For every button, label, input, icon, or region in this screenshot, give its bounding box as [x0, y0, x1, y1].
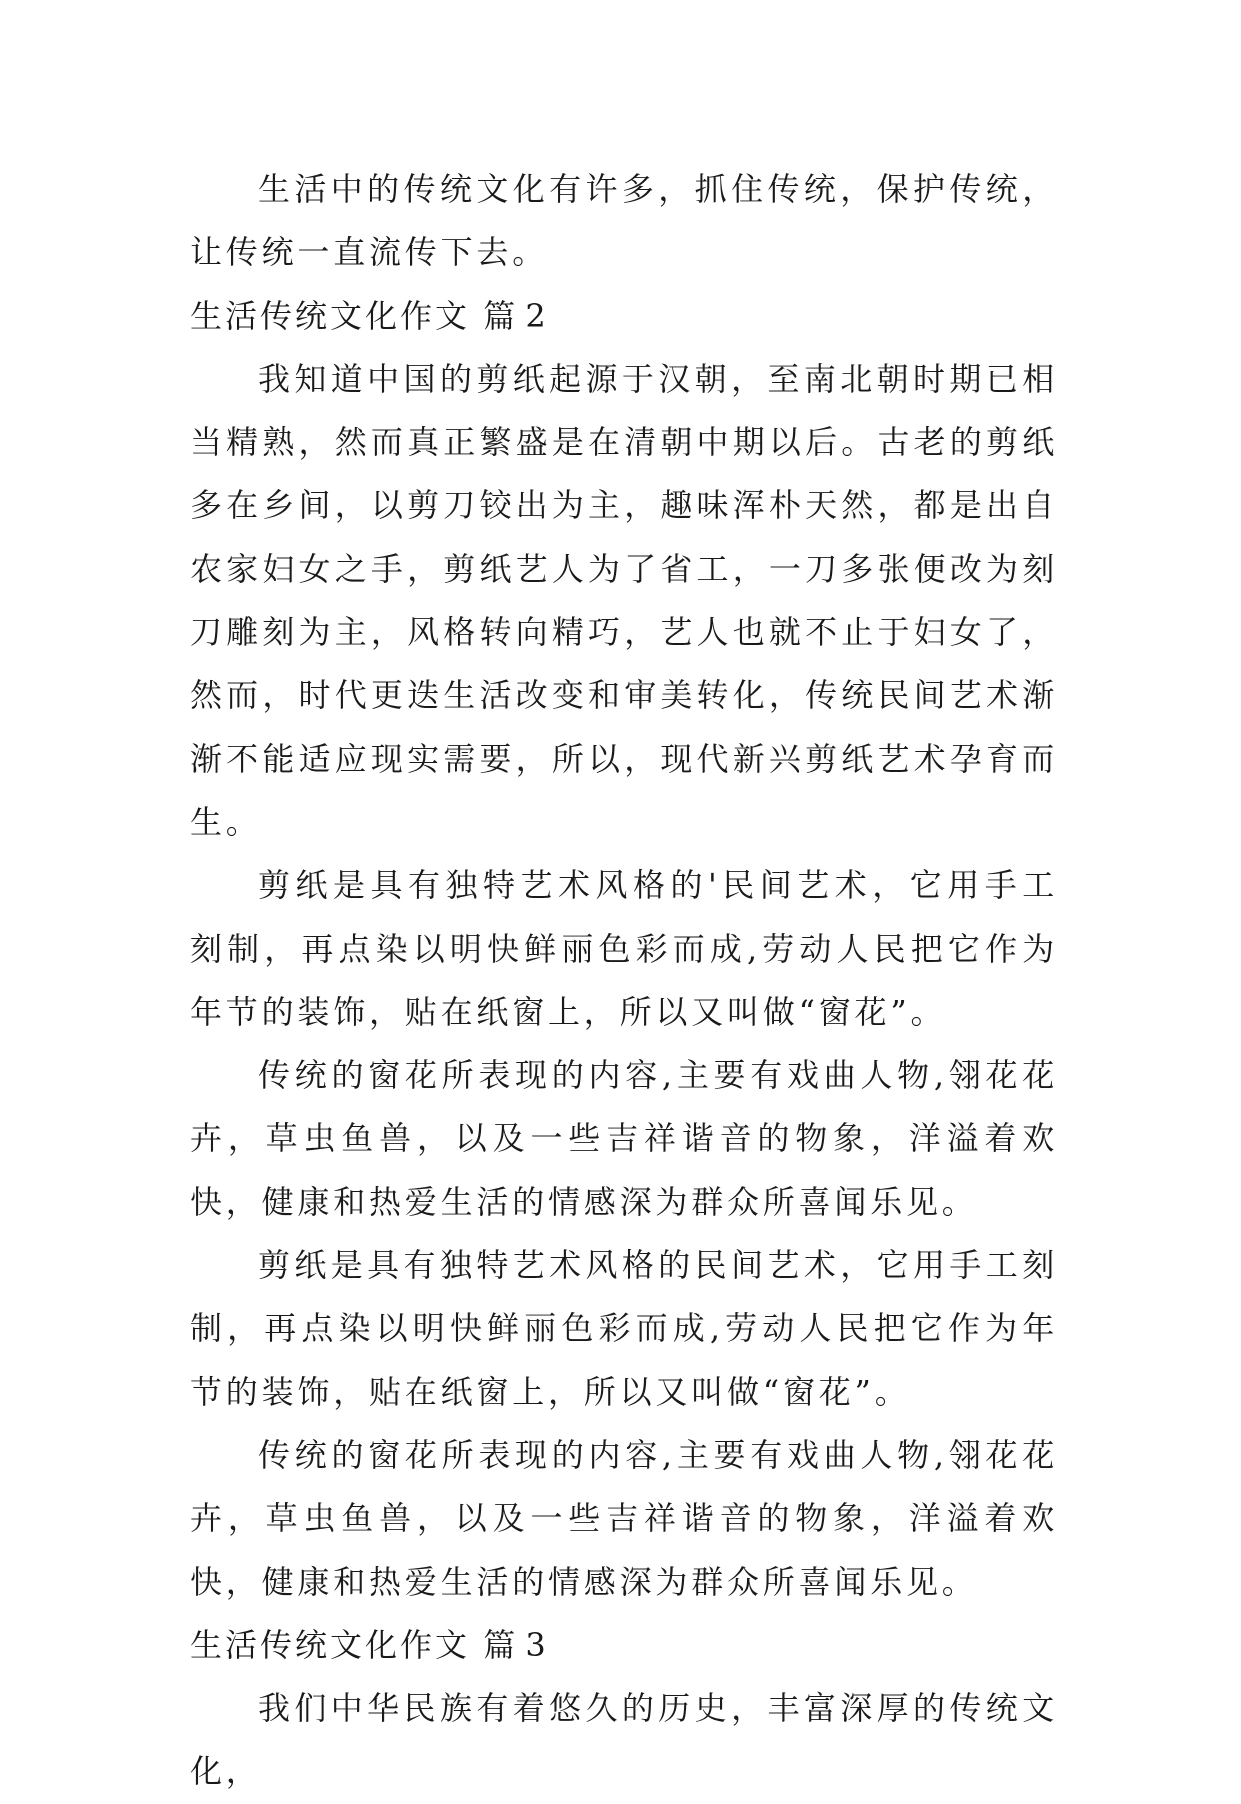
- section-heading-part-3: [190, 1614, 1058, 1677]
- paragraph-window-flowers-2: 传统的窗花所表现的内容,主要有戏曲人物,翎花花卉，草虫鱼兽，以及一些吉祥谐音的物象，洋溢着欢快，健康和热爱生活的情感深为群众所喜闻乐见。: [190, 1435, 1058, 1601]
- paragraph-papercut-history: 我知道中国的剪纸起源于汉朝，至南北朝时期已相当精熟，然而真正繁盛是在清朝中期以后。古老的剪纸多在乡间，以剪刀铰出为主，趣味浑朴天然，都是出自农家妇女之手，剪纸艺人为了省工，一刀多张便改为刻刀雕刻为主，风格转向精巧，艺人也就不止于妇女了，然而，时代更迭生活改变和审美转化，传统民间艺术渐渐不能适应现实需要，所以，现代新兴剪纸艺术孕育而生。: [190, 359, 1058, 841]
- paragraph-window-flowers-1: 传统的窗花所表现的内容,主要有戏曲人物,翎花花卉，草虫鱼兽，以及一些吉祥谐音的物象，洋溢着欢快，健康和热爱生活的情感深为群众所喜闻乐见。: [190, 1056, 1058, 1221]
- section-heading-part-2: [190, 285, 1058, 348]
- section-heading-number: 篇 2: [483, 296, 546, 335]
- paragraph-chinese-history-intro: 我们中华民族有着悠久的历史，丰富深厚的传统文化，: [190, 1689, 1058, 1791]
- paragraph-papercut-art-1: 剪纸是具有独特艺术风格的'民间艺术，它用手工刻制，再点染以明快鲜丽色彩而成,劳动人民把它作为年节的装饰，贴在纸窗上，所以又叫做“窗花”。: [190, 866, 1058, 1031]
- paragraph-papercut-art-2: 剪纸是具有独特艺术风格的民间艺术，它用手工刻制，再点染以明快鲜丽色彩而成,劳动人民把它作为年节的装饰，贴在纸窗上，所以又叫做“窗花”。: [190, 1246, 1058, 1411]
- section-heading-title: 生活传统文化作文: [190, 1625, 471, 1664]
- paragraph-closing-part-1: 生活中的传统文化有许多，抓住传统，保护传统，让传统一直流传下去。: [190, 170, 1058, 272]
- section-heading-number: 篇 3: [483, 1625, 546, 1664]
- document-body: [190, 158, 1058, 1804]
- section-heading-title: 生活传统文化作文: [190, 296, 471, 335]
